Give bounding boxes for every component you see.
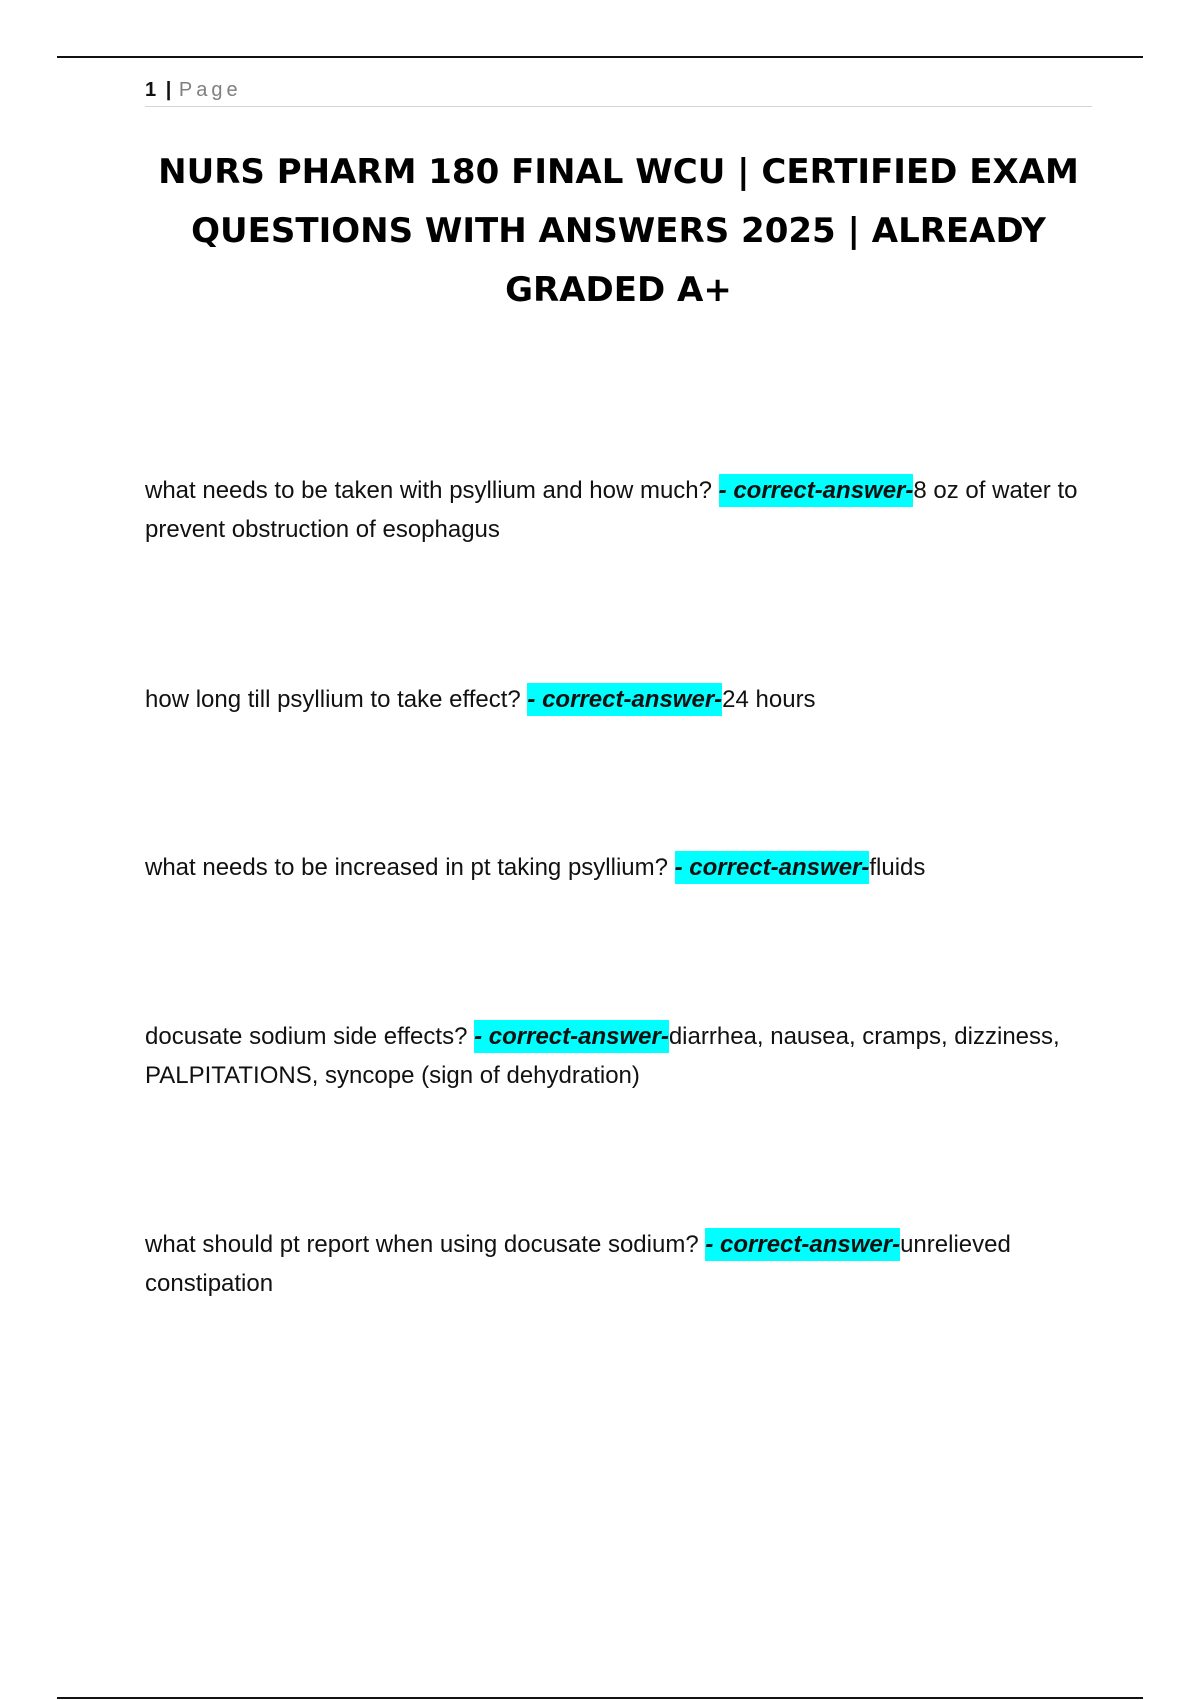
question-text: how long till psyllium to take effect? [145, 686, 528, 713]
question-text: what needs to be taken with psyllium and how much? [145, 477, 719, 504]
question-text: what should pt report when using docusate sodium? [145, 1231, 706, 1258]
page-separator: | [165, 79, 172, 101]
page-header [145, 76, 1092, 107]
answer-text: 8 oz of water to prevent obstruction of esophagus [145, 477, 1078, 543]
answer-marker: - correct-answer- [527, 683, 722, 716]
qa-item [145, 848, 1090, 887]
qa-item [145, 1017, 1090, 1095]
answer-text: unrelieved constipation [145, 1231, 1011, 1297]
answer-marker: - correct-answer- [705, 1228, 900, 1261]
document-title: NURS PHARM 180 FINAL WCU | CERTIFIED EXAM QUESTIONS WITH ANSWERS 2025 | ALREADY GRADED A+ [158, 152, 1079, 310]
answer-text: diarrhea, nausea, cramps, dizziness, PALPITATIONS, syncope (sign of dehydration) [145, 1023, 1060, 1089]
qa-item [145, 680, 1090, 719]
bottom-rule [57, 1697, 1143, 1699]
question-text: what needs to be increased in pt taking psyllium? [145, 854, 675, 881]
question-text: docusate sodium side effects? [145, 1023, 475, 1050]
answer-text: 24 hours [722, 686, 816, 713]
answer-marker: - correct-answer- [675, 851, 870, 884]
page-label: Page [178, 79, 242, 101]
answer-marker: - correct-answer- [719, 474, 914, 507]
answer-text: fluids [869, 854, 926, 881]
page-number: 1 [145, 79, 157, 101]
answer-marker: - correct-answer- [474, 1020, 669, 1053]
qa-item [145, 471, 1090, 549]
qa-item [145, 1225, 1090, 1303]
top-rule [57, 56, 1143, 58]
